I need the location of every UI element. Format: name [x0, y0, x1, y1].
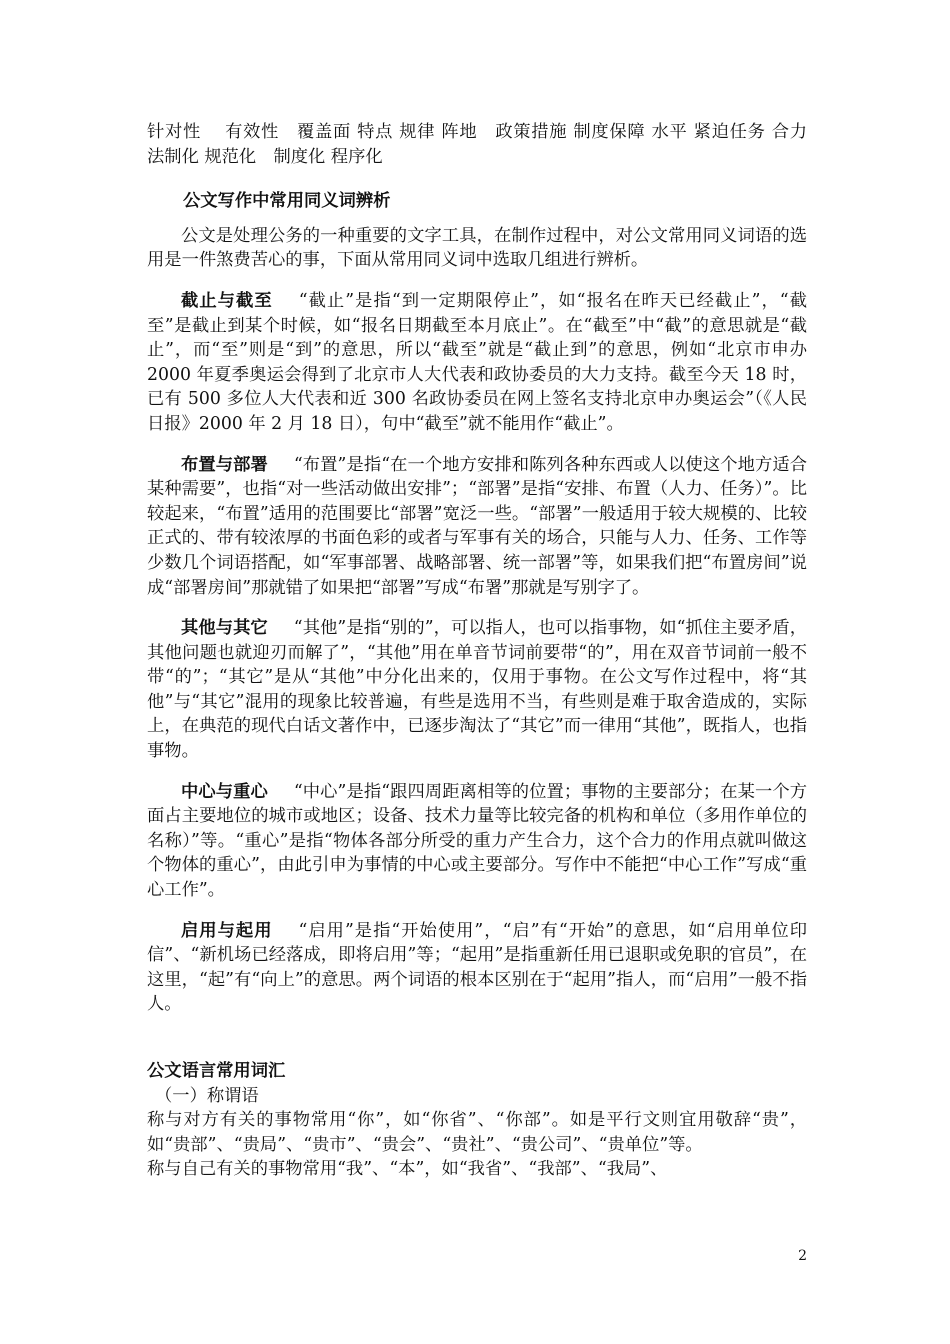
- synonym-pair-paragraph: [147, 289, 807, 437]
- vocabulary-paragraph: 称与对方有关的事物常用“你”，如“你省”、“你部”。如是平行文则宜用敬辞“贵”，如“贵部”、“贵局”、“贵市”、“贵会”、“贵社”、“贵公司”、“贵单位”等。: [147, 1110, 807, 1155]
- synonym-pair-text: “启用”是指“开始使用”，“启”有“开始”的意思，如“启用单位印信”、“新机场已经落成，即将启用”等；“起用”是指重新任用已退职或免职的官员”，在这里，“起”有“向上”的意思。两个词语的根本区别在于“起用”指人，而“启用”一般不指人。: [147, 920, 807, 1015]
- synonym-pair-term: 截止与截至: [181, 290, 273, 311]
- synonym-pair-paragraph: [147, 919, 807, 1017]
- synonym-pair-term: 启用与起用: [181, 920, 273, 941]
- synonym-pair-text: “中心”是指“跟四周距离相等的位置；事物的主要部分；在某一个方面占主要地位的城市或地区；设备、技术力量等比较完备的机构和单位（多用作单位的名称）”等。“重心”是指“物体各部分所受的重力产生合力，这个合力的作用点就叫做这个物体的重心”，由此引申为事情的中心或主要部分。写作中不能把“中心工作”写成“重心工作”。: [147, 781, 807, 901]
- synonym-pair-paragraph: [147, 616, 807, 764]
- vocabulary-paragraph: 称与自己有关的事物常用“我”、“本”，如“我省”、“我部”、“我局”、: [147, 1159, 668, 1180]
- document-page: [147, 120, 825, 1182]
- synonym-pair-text: “截止”是指“到一定期限停止”，如“报名在昨天已经截止”，“截至”是截止到某个时候，如“报名日期截至本月底止”。在“截至”中“截”的意思就是“截止”，而“至”则是“到”的意思，所以“截至”就是“截止到”的意思，例如“北京市申办 2000 年夏季奥运会得到了北京市人大代表和政协委员的大力支持。截至今天 18 时，已有 500 多位人大代表和近 300 名政协委员在网上签名支持北京申办奥运会”（《人民日报》2000 年 2 月 18 日），句中“截至”就不能用作“截止”。: [147, 290, 807, 434]
- keywords-line: 针对性 有效性 覆盖面 特点 规律 阵地 政策措施 制度保障 水平 紧迫任务 合力 法制化 规范化 制度化 程序化: [147, 122, 825, 167]
- synonym-pair-paragraph: [147, 780, 807, 903]
- synonym-pair-term: 中心与重心: [181, 781, 268, 802]
- synonym-pair-paragraph: [147, 453, 807, 601]
- synonym-pair-term: 其他与其它: [181, 618, 268, 639]
- section-title-synonyms: 公文写作中常用同义词辨析: [183, 191, 391, 212]
- intro-paragraph: 公文是处理公务的一种重要的文字工具，在制作过程中，对公文常用同义词语的选用是一件煞费苦心的事，下面从常用同义词中选取几组进行辨析。: [147, 225, 807, 271]
- page-number: 2: [798, 1248, 807, 1264]
- subsection-title: （一）称谓语: [155, 1085, 259, 1106]
- synonym-pair-text: “布置”是指“在一个地方安排和陈列各种东西或人以使这个地方适合某种需要”，也指“对一些活动做出安排”；“部署”是指“安排、布置（人力、任务）”。比较起来，“布置”适用的范围要比“部署”宽泛一些。“部署”一般适用于较大规模的、比较正式的、带有较浓厚的书面色彩的或者与军事有关的场合，只能与人力、任务、工作等少数几个词语搭配，如“军事部署、战略部署、统一部署”等，如果我们把“布置房间”说成“部署房间”那就错了如果把“部署”写成“布署”那就是写别字了。: [147, 454, 807, 598]
- synonym-pair-term: 布置与部署: [181, 454, 268, 475]
- synonym-pair-text: “其他”是指“别的”，可以指人，也可以指事物，如“抓住主要矛盾，其他问题也就迎刃而解了”，“其他”用在单音节词前要带“的”，用在双音节词前一般不带“的”；“其它”是从“其他”中分化出来的，仅用于事物。在公文写作过程中，将“其他”与“其它”混用的现象比较普遍，有些是选用不当，有些则是难于取舍造成的，实际上，在典范的现代白话文著作中，已逐步淘汰了“其它”而一律用“其他”，既指人，也指事物。: [147, 618, 807, 762]
- section-title-vocabulary: 公文语言常用词汇: [147, 1061, 286, 1081]
